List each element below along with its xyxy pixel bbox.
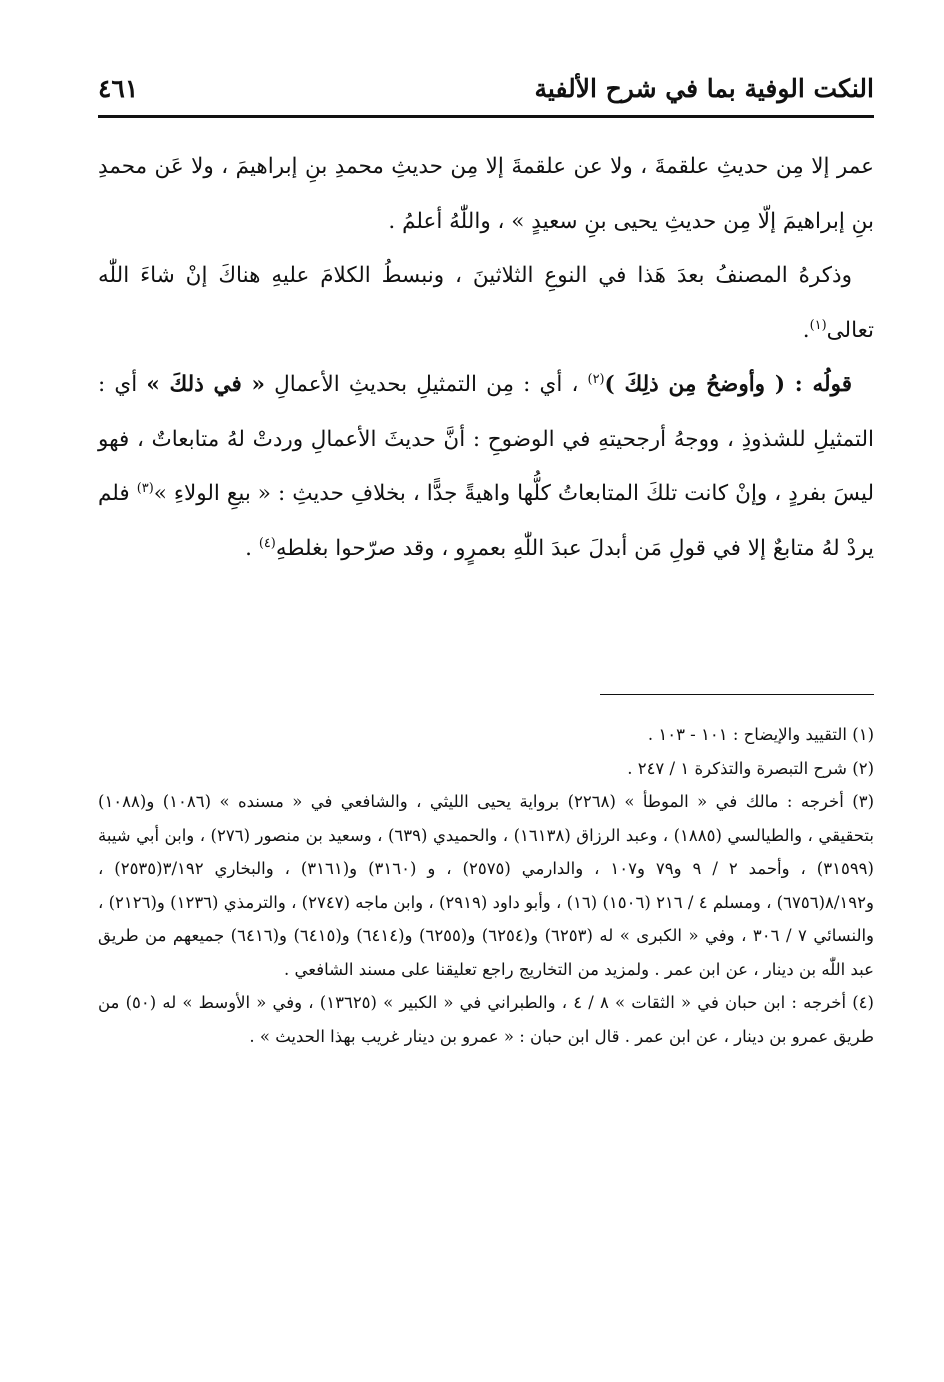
paragraph-2-end: . bbox=[802, 317, 810, 343]
footnote-3: (٣) أخرجه : مالك في « الموطأ » (٢٢٦٨) برواية يحيى الليثي ، والشافعي في « مسنده » (١٠٨٦) و(١٠٨٨) بتحقيقي ، والطيالسي (١٨٨٥) ، وعبد الرزاق (١٦١٣٨) ، والحميدي (٦٣٩) ، وسعيد بن منصور (٢٧٦) ، وابن أبي شيبة (٣١٥٩٩) ، وأحمد ٢ / ٩ و٧٩ و١٠٧ ، والدارمي (٢٥٧٥) ، و (٣١٦٠) و(٣١٦١) ، والبخاري ٣/١٩٢(٢٥٣٥) ، و٨/١٩٢(٦٧٥٦) ، ومسلم ٤ / ٢١٦ (١٥٠٦) (١٦) ، وأبو داود (٢٩١٩) ، وابن ماجه (٢٧٤٧) ، والترمذي (١٢٣٦) و(٢١٢٦) ، والنسائي ٧ / ٣٠٦ ، وفي « الكبرى » له (٦٢٥٣) و(٦٢٥٤) و(٦٢٥٥) و(٦٤١٤) و(٦٤١٥) و(٦٤١٦) جميعهم من طريق عبد اللّٰه بن دينار ، عن ابن عمر . ولمزيد من التخاريج راجع تعليقنا على مسند الشافعي . bbox=[98, 792, 875, 979]
footnote-4: (٤) أخرجه : ابن حبان في « الثقات » ٨ / ٤ ، والطبراني في « الكبير » (١٣٦٢٥) ، وفي « الأوسط » له (٥٠) من طريق عمرو بن دينار ، عن ابن عمر . قال ابن حبان : « عمرو بن دينار غريب بهذا الحديث » . bbox=[98, 993, 874, 1046]
footnotes bbox=[98, 718, 874, 1053]
paragraph-3 bbox=[98, 358, 874, 576]
paragraph-3-end: . bbox=[245, 535, 259, 561]
footnote-ref-1: (١) bbox=[809, 317, 827, 333]
quoted-phrase: ( وأوضحُ مِن ذلِكَ ) bbox=[604, 372, 786, 397]
header-divider bbox=[98, 115, 874, 118]
footnote-2: (٢) شرح التبصرة والتذكرة ١ / ٢٤٧ . bbox=[627, 758, 874, 778]
paragraph-2-text: وذكرهُ المصنفُ بعدَ هَذا في النوعِ الثلاثينَ ، ونبسطُ الكلامَ عليهِ هناكَ إنْ شاءَ اللّٰه تعالى bbox=[98, 263, 874, 343]
quoted-phrase-2: « في ذلكَ » bbox=[146, 372, 265, 397]
footnote-1: (١) التقييد والإيضاح : ١٠١ - ١٠٣ . bbox=[647, 725, 874, 744]
page-number: ٤٦١ bbox=[98, 73, 139, 103]
paragraph-3-mid: ، أي : مِن التمثيلِ بحديثِ الأعمالِ bbox=[264, 372, 588, 397]
paragraph-3-rest-2: فلم يردْ لهُ متابعٌ إلا في قولِ مَن أبدلَ عبدَ اللّٰهِ بعمرٍو ، وقد صرّحوا بغلطهِ bbox=[98, 481, 874, 561]
footnote-ref-2: (٢) bbox=[587, 371, 605, 387]
footnote-divider bbox=[600, 694, 874, 695]
footnote-ref-3: (٣) bbox=[136, 480, 154, 496]
footnote-ref-4: (٤) bbox=[258, 535, 276, 551]
paragraph-3-lead: قولُه : bbox=[785, 372, 852, 397]
paragraph-3-rest: أي : التمثيلِ للشذوذِ ، ووجهُ أرجحيتهِ في الوضوحِ : أنَّ حديثَ الأعمالِ وردتْ لهُ متابعاتٌ ، فهو ليسَ بفردٍ ، وإنْ كانت تلكَ المتابعاتُ كلُّها واهيةً جدًّا ، بخلافِ حديثِ : « بيعِ الولاءِ » bbox=[98, 372, 874, 506]
paragraph-2 bbox=[98, 249, 874, 358]
page-header bbox=[98, 66, 874, 110]
paragraph-1: عمر إلا مِن حديثِ علقمةَ ، ولا عن علقمةَ إلا مِن حديثِ محمدِ بنِ إبراهيمَ ، ولا عَن محمدِ بنِ إبراهيمَ إلّا مِن حديثِ يحيى بنِ سعيدٍ » ، واللّٰهُ أعلمُ . bbox=[98, 154, 874, 234]
running-title: النكت الوفية بما في شرح الألفية bbox=[534, 73, 874, 103]
main-text bbox=[98, 140, 874, 576]
